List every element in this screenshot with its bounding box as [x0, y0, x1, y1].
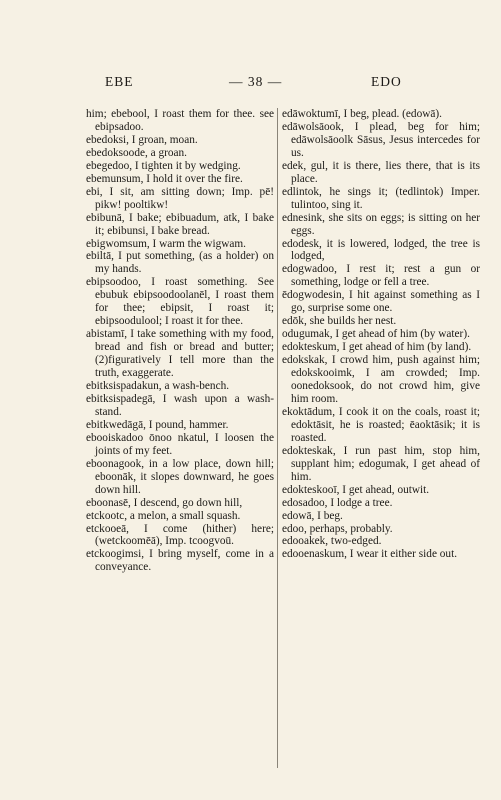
dictionary-entry: etckoogimsi, I bring myself, come in a conveyance. [86, 548, 274, 574]
dictionary-entry: edokskak, I crowd him, push against him; edokskooimk, I am crowded; Imp. oonedoksook, do not crowd him, give him room. [282, 354, 480, 405]
dictionary-entry: ekoktādum, I cook it on the coals, roast it; edoktāsit, he is roasted; ēaoktāsik; it is roasted. [282, 405, 480, 444]
dictionary-entry: ebibunā, I bake; ebibuadum, atk, I bake it; ebibunsi, I bake bread. [86, 211, 274, 237]
left-column [86, 108, 274, 773]
dictionary-entry: odugumak, I get ahead of him (by water). [282, 328, 470, 341]
dictionary-entry: ebigwomsum, I warm the wigwam. [86, 237, 247, 250]
dictionary-entry: edek, gul, it is there, lies there, that is its place. [282, 159, 480, 185]
dictionary-entry: eboonasē, I descend, go down hill, [86, 496, 243, 509]
dictionary-entry: edlintok, he sings it; (tedlintok) Imper. tulintoo, sing it. [282, 185, 480, 211]
dictionary-entry: edooenaskum, I wear it either side out. [282, 548, 458, 561]
dictionary-entry: ednesink, she sits on eggs; is sitting on her eggs. [282, 211, 480, 237]
dictionary-entry: edāwolsāook, I plead, beg for him; edāwolsāoolk Sāsus, Jesus intercedes for us. [282, 120, 480, 159]
dictionary-entry: edokteskum, I get ahead of him (by land). [282, 341, 472, 354]
dictionary-entry: edodesk, it is lowered, lodged, the tree is lodged, [282, 237, 480, 263]
dictionary-entry: ebitkwedāgā, I pound, hammer. [86, 418, 229, 431]
dictionary-entry: eboonagook, in a low place, down hill; eboonāk, it slopes downward, he goes down hill. [86, 457, 274, 496]
dictionary-entry: edokteskooī, I get ahead, outwit. [282, 483, 430, 496]
dictionary-entry: ebitksispadakun, a wash-bench. [86, 380, 230, 393]
dictionary-entry: ebiltā, I put something, (as a holder) on my hands. [86, 250, 274, 276]
dictionary-entry: ebi, I sit, am sitting down; Imp. pē! pikw! pooltikw! [86, 185, 274, 211]
column-divider [277, 108, 278, 768]
right-column [282, 108, 480, 773]
dictionary-entry: edōk, she builds her nest. [282, 315, 397, 328]
dictionary-entry: ēdogwodesin, I hit against something as I go, surprise some one. [282, 289, 480, 315]
dictionary-entry: abistamī, I take something with my food, bread and fish or bread and butter;(2)figuratively I tell more than the truth, exaggerate. [86, 328, 274, 380]
dictionary-entry: ebedoksoode, a groan. [86, 146, 188, 159]
dictionary-entry: etckootc, a melon, a small squash. [86, 509, 241, 522]
header-left-guide-word: EBE [105, 74, 134, 89]
page-number: — 38 — [229, 74, 283, 89]
page-header [0, 74, 501, 94]
dictionary-entry: edoo, perhaps, probably. [282, 522, 393, 535]
dictionary-entry: edāwoktumī, I beg, plead. (edowā). [282, 108, 442, 120]
dictionary-entry: etckooeā, I come (hither) here; (wetckoomēā), Imp. tcoogvoū. [86, 522, 274, 548]
dictionary-entry: ebemunsum, I hold it over the fire. [86, 172, 243, 185]
dictionary-entry: ebooiskadoo ōnoo nkatul, I loosen the joints of my feet. [86, 431, 274, 457]
dictionary-entry: edogwadoo, I rest it; rest a gun or something, lodge or fell a tree. [282, 263, 480, 289]
dictionary-entry: him; ebebool, I roast them for thee. see ebipsadoo. [86, 108, 274, 133]
header-right-guide-word: EDO [371, 74, 402, 89]
dictionary-entry: ebitksispadegā, I wash upon a wash-stand. [86, 392, 274, 418]
dictionary-entry: ebipsoodoo, I roast something. See ebubuk ebipsoodoolanēl, I roast them for thee; ebipsit, I roast it; ebipsoodulool; I roast it for thee. [86, 276, 274, 328]
dictionary-entry: edooakek, two-edged. [282, 535, 382, 548]
dictionary-entry: edokteskak, I run past him, stop him, supplant him; edogumak, I get ahead of him. [282, 444, 480, 483]
dictionary-entry: edosadoo, I lodge a tree. [282, 496, 393, 509]
dictionary-entry: ebedoksi, I groan, moan. [86, 133, 198, 146]
dictionary-entry: ebegedoo, I tighten it by wedging. [86, 159, 241, 172]
dictionary-entry: edowā, I beg. [282, 509, 343, 522]
